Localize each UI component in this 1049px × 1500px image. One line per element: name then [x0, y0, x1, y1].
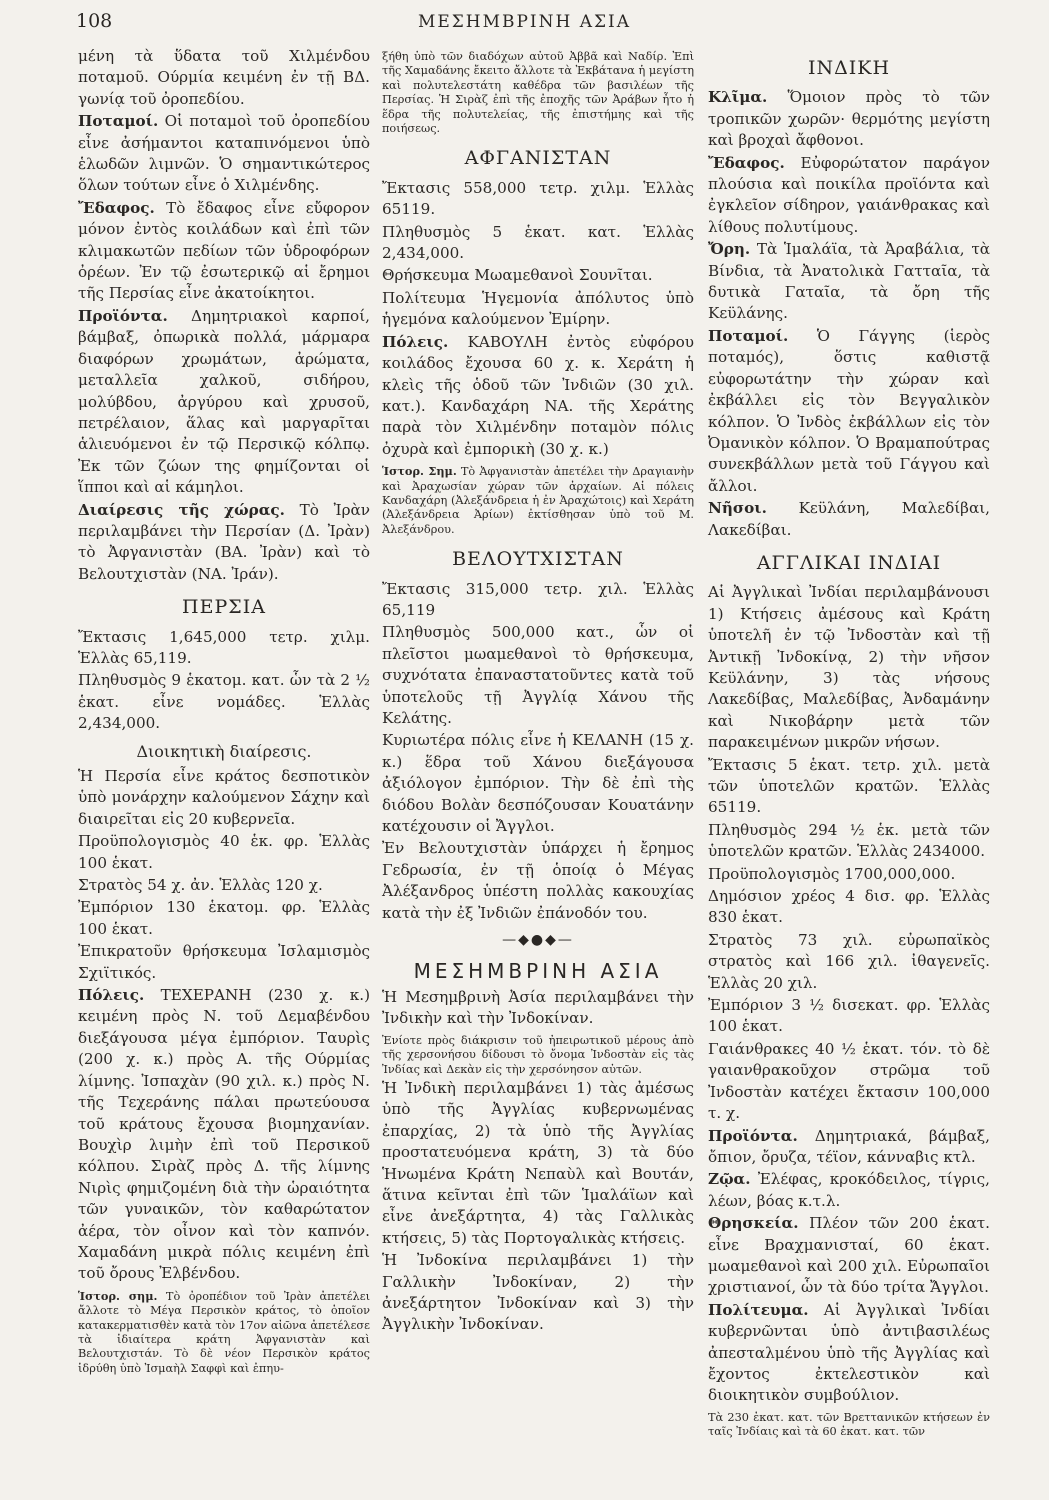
paragraph: Στρατὸς 54 χ. ἀν. Ἑλλὰς 120 χ. [78, 876, 323, 895]
section-heading-baluchistan: ΒΕΛΟΥΤΧΙΣΤΑΝ [452, 548, 624, 571]
paragraph [78, 111, 370, 197]
text: Αἱ Ἀγγλικαὶ Ἰνδίαι κυβερνῶνται ὑπὸ ἀντιβασιλέως ἀπεσταλμένου ὑπὸ τῆς Ἀγγλίας καὶ ἔχοντος ἐκτελεστικὸν καὶ διοικητικὸν συμβούλιον. [708, 1300, 990, 1405]
subheading-admin: Διοικητικὴ διαίρεσις. [136, 741, 312, 761]
text: Πλέον τῶν 200 ἑκατ. εἶνε Βραχμανισταί, 60 ἑκατ. μωαμεθανοὶ καὶ 200 χιλ. Εὐρωπαῖοι χριστιανοί, ὧν τὰ δύο τρίτα Ἄγγλοι. [708, 1214, 990, 1297]
text: Ὅμοιον πρὸς τὸ τῶν τροπικῶν χωρῶν· θερμότης μεγίστη καὶ βροχαὶ ἄφθονοι. [708, 88, 990, 150]
ornament-divider: —◆●◆— [502, 932, 574, 949]
text: Ἐλέφας, κροκόδειλος, τίγρις, λέων, βόας κ.τ.λ. [708, 1170, 990, 1210]
text: Τὸ ὀροπέδιον τοῦ Ἰρὰν ἀπετέλει ἄλλοτε τὸ Μέγα Περσικὸν κράτος, τὸ ὁποῖον κατακερματισθὲν κατὰ τὸν 17ον αἰῶνα ἀπετέλεσε τὰ ἰδιαίτερα κράτη Ἀφγανιστὰν καὶ Βελουτχιστάν. Τὸ δὲ νέον Περσικὸν κράτος ἱδρύθη ὑπὸ Ἰσμαὴλ Σαφφὶ καὶ ἐπηυ- [78, 1289, 370, 1375]
history-note [382, 464, 694, 537]
paragraph: Αἱ Ἀγγλικαὶ Ἰνδίαι περιλαμβάνουσι 1) Κτήσεις ἀμέσους καὶ Κράτη ὑποτελῆ ἐν τῷ Ἰνδοστὰν καὶ τῇ Ἀντικῇ Ἰνδοκίνᾳ, 2) τὴν νῆσον Κεϋλάνην, 3) τὰς νήσους Λακεδίβας, Μαλεδίβας, Ἀνδαμάνην καὶ Νικοβάρην μετὰ τῶν παρακειμένων μικρῶν νήσων. [708, 583, 990, 752]
paragraph [78, 500, 370, 586]
paragraph: Προϋπολογισμὸς 1700,000,000. [708, 864, 956, 883]
keyword: Ποταμοί. [708, 326, 789, 345]
paragraph: Στρατὸς 73 χιλ. εὐρωπαϊκὸς στρατὸς καὶ 166 χιλ. ἰθαγενεῖς. Ἑλλὰς 20 χιλ. [708, 930, 990, 992]
keyword: Κλῖμα. [708, 88, 768, 107]
section-heading-british-india: ΑΓΓΛΙΚΑΙ ΙΝΔΙΑΙ [756, 551, 942, 574]
paragraph [708, 326, 990, 497]
paragraph: μένη τὰ ὕδατα τοῦ Χιλμένδου ποταμοῦ. Ούρμία κειμένη ἐν τῇ ΒΔ. γωνίᾳ τοῦ ὀροπεδίου. [78, 47, 370, 108]
keyword: Ὄρη. [708, 240, 751, 259]
keyword: Θρησκεία. [708, 1214, 799, 1233]
text: Δημητριακοὶ καρποί, βάμβαξ, ὀπωρικὰ πολλά, μάρμαρα διαφόρων χρωμάτων, ἀρώματα, μεταλλεῖα χαλκοῦ, σιδήρου, μολύβδου, ἀργύρου καὶ χρυσοῦ, πετρέλαιον, ἅλας καὶ μαργαρῖται ἁλιευόμενοι ἐν τῷ Περσικῷ κόλπῳ. Ἐκ τῶν ζώων της φημίζονται οἱ ἵπποι καὶ αἱ κάμηλοι. [78, 306, 370, 497]
paragraph [708, 153, 990, 239]
paragraph: Ἡ Ἰνδοκίνα περιλαμβάνει 1) τὴν Γαλλικὴν Ἰνδοκίναν, 2) τὴν ἀνεξάρτητον Ἰνδοκίναν καὶ 3) τὴν Ἀγγλικὴν Ἰνδοκίναν. [382, 1251, 694, 1334]
paragraph: Ἡ Περσία εἶνε κράτος δεσποτικὸν ὑπὸ μονάρχην καλούμενον Σάχην καὶ διαιρεῖται εἰς 20 κυβερνεῖα. [78, 767, 370, 828]
text: Τὰ Ἱμαλάϊα, τὰ Ἀραβάλια, τὰ Βίνδια, τὰ Ἀνατολικὰ Γατταῖα, τὰ δυτικὰ Γαταῖα, τὰ ὄρη τῆς Κεϋλάνης. [708, 240, 990, 323]
keyword: Προϊόντα. [708, 1126, 798, 1145]
keyword: Νῆσοι. [708, 499, 767, 518]
paragraph: Ἐμπόριον 130 ἑκατομ. φρ. Ἑλλὰς 100 ἑκατ. [78, 898, 370, 938]
footnote: Τὰ 230 ἑκατ. κατ. τῶν Βρεττανικῶν κτήσεων ἐν ταῖς Ἰνδίαις καὶ τὰ 60 ἑκατ. κατ. τῶν [708, 1410, 990, 1439]
paragraph [708, 1126, 990, 1169]
section-heading-india: ΙΝΔΙΚΗ [807, 57, 891, 79]
paragraph: Πληθυσμὸς 500,000 κατ., ὧν οἱ πλεῖστοι μωαμεθανοὶ τὸ θρήσκευμα, συχνότατα ἐπαναστατοῦντες κατὰ τοῦ ὑποτελοῦς τῇ Ἀγγλίᾳ Χάνου τῆς Κελάτης. [382, 623, 694, 727]
paragraph: Ἔκτασις 558,000 τετρ. χιλμ. Ἑλλὰς 65119. [382, 178, 694, 219]
text: Τὸ Ἀφγανιστὰν ἀπετέλει τὴν Δραγιανὴν καὶ Ἀραχωσίαν χώραν τῶν ἀρχαίων. Αἱ πόλεις Κανδαχάρη (Ἀλεξάνδρεια ἡ ἐν Ἀραχώτοις) καὶ Χεράτη (Ἀλεξάνδρεια Ἀρίων) ἐκτίσθησαν ὑπὸ τοῦ Μ. Ἀλεξάνδρου. [382, 465, 695, 536]
paragraph [708, 87, 990, 151]
paragraph [708, 498, 990, 541]
column-2 [382, 46, 694, 1337]
paragraph: Γαιάνθρακες 40 ½ ἑκατ. τόν. τὸ δὲ γαιανθρακοῦχον στρῶμα τοῦ Ἰνδοστὰν κατέχει ἔκτασιν 100,000 τ. χ. [708, 1039, 990, 1123]
keyword: Πόλεις. [78, 986, 145, 1005]
section-heading-persia: ΠΕΡΣΙΑ [182, 596, 266, 619]
keyword: Πόλεις. [382, 332, 449, 351]
column-3 [708, 46, 990, 1441]
paragraph: Ἔκτασις 5 ἑκατ. τετρ. χιλ. μετὰ τῶν ὑποτελῶν κρατῶν. Ἑλλὰς 65119. [708, 755, 990, 817]
text: ΚΑΒΟΥΛΗ ἐντὸς εὐφόρου κοιλάδος ἔχουσα 60 χ. κ. Χεράτη ἡ κλεὶς τῆς ὁδοῦ τῶν Ἰνδιῶν (30 χιλ. κατ.). Κανδαχάρη ΝΑ. τῆς Χεράτης παρὰ τὸν Χιλμένδην ποταμὸν πόλις ὀχυρὰ καὶ ἐμπορικὴ (30 χ. κ.) [382, 332, 694, 458]
paragraph: Ἐμπόριον 3 ½ δισεκατ. φρ. Ἑλλὰς 100 ἑκατ. [708, 996, 990, 1036]
paragraph: Ἡ Μεσημβρινὴ Ἀσία περιλαμβάνει τὴν Ἰνδικὴν καὶ τὴν Ἰνδοκίναν. [382, 987, 694, 1028]
text: Τὸ ἔδαφος εἶνε εὔφορον μόνον ἐντὸς κοιλάδων καὶ ἐπὶ τῶν κλιμακωτῶν πεδίων τῶν ὑδροφόρων ὀρέων. Ἐν τῷ ἐσωτερικῷ αἱ ἔρημοι τῆς Περσίας εἶνε ἀκατοίκητοι. [78, 198, 370, 303]
keyword: Ἔδαφος. [78, 198, 155, 217]
history-note-continued: ξήθη ὑπὸ τῶν διαδόχων αὐτοῦ Ἀββᾶ καὶ Ναδίρ. Ἐπὶ τῆς Χαμαδάνης ἔκειτο ἄλλοτε τὰ Ἐκβάτανα ἡ μεγίστη καὶ πολυτελεστάτη καθέδρα τῶν βασιλέων τῆς Περσίας. Ἡ Σιρὰζ ἐπὶ τῆς ἐποχῆς τῶν Ἀράβων ἦτο ἡ ἕδρα τῆς πολυτελείας, τῆς ἐπιστήμης καὶ τῆς ποιήσεως. [382, 50, 694, 136]
text: Εὐφορώτατον παράγον πλούσια καὶ ποικίλα προϊόντα καὶ ἐγκλεῖον σίδηρον, γαιάνθρακας καὶ λίθους πολυτίμους. [708, 153, 990, 236]
keyword: Ποταμοί. [78, 112, 159, 131]
paragraph: Κυριωτέρα πόλις εἶνε ἡ ΚΕΛΑΝΗ (15 χ. κ.) ἕδρα τοῦ Χάνου διεξάγουσα ἀξιόλογον ἐμπόριον. Τὴν δὲ ἐπὶ τὴς διόδου Βολὰν δεσπόζουσαν Κουατάνην κατέχουσιν οἱ Ἄγγλοι. [382, 731, 694, 836]
keyword: Πολίτευμα. [708, 1300, 809, 1319]
paragraph: Θρήσκευμα Μωαμεθανοὶ Σουνῖται. [382, 266, 653, 285]
paragraph: Ἔκτασις 315,000 τετρ. χιλ. Ἑλλὰς 65,119 [382, 579, 694, 619]
note: Ἐνίοτε πρὸς διάκρισιν τοῦ ἠπειρωτικοῦ μέρους ἀπὸ τῆς χερσονήσου δίδουσι τὸ ὄνομα Ἰνδοστὰν εἰς τὰς Ἰνδίας καὶ Δεκὰν εἰς τὴν χερσόνησον αὐτῶν. [382, 1033, 694, 1076]
paragraph [708, 1169, 990, 1212]
paragraph [78, 198, 370, 305]
paragraph: Πολίτευμα Ἡγεμονία ἀπόλυτος ὑπὸ ἡγεμόνα καλούμενον Ἐμίρην. [382, 288, 694, 329]
keyword: Ζῷα. [708, 1170, 751, 1189]
paragraph [708, 1300, 990, 1407]
text: Δημητριακά, βάμβαξ, ὄπιον, ὄρυζα, τέϊον, κάνναβις κτλ. [708, 1126, 990, 1166]
paragraph [708, 239, 990, 325]
paragraph: Ἐπικρατοῦν θρήσκευμα Ἰσλαμισμὸς Σχιϊτικός. [78, 942, 370, 982]
keyword: Διαίρεσις τῆς χώρας. [78, 500, 285, 519]
running-head: ΜΕΣΗΜΒΡΙΝΗ ΑΣΙΑ [417, 12, 632, 32]
history-note [78, 1289, 370, 1376]
paragraph: Πληθυσμὸς 5 ἑκατ. κατ. Ἑλλὰς 2,434,000. [382, 222, 694, 263]
paragraph: Προϋπολογισμὸς 40 ἑκ. φρ. Ἑλλὰς 100 ἑκατ. [78, 832, 370, 872]
section-heading-afghanistan: ΑΦΓΑΝΙΣΤΑΝ [464, 147, 612, 170]
paragraph: Ἡ Ἰνδικὴ περιλαμβάνει 1) τὰς ἀμέσως ὑπὸ τῆς Ἀγγλίας κυβερνωμένας ἐπαρχίας, 2) τὰ ὑπὸ τῆς Ἀγγλίας προστατευόμενα κράτη, 3) τὰ δύο Ἡνωμένα Κράτη Νεπαὺλ καὶ Βουτάν, ἅτινα κεῖνται ἐπὶ τῶν Ἱμαλάϊων καὶ εἶνε ἀνεξάρτητα, 4) τὰς Γαλλικὰς κτήσεις, 5) τὰς Πορτογαλικὰς κτήσεις. [382, 1078, 694, 1247]
section-heading-south-asia: ΜΕΣΗΜΒΡΙΝΗ ΑΣΙΑ [413, 959, 663, 984]
page-number: 108 [76, 10, 113, 32]
text: ΤΕΧΕΡΑΝΗ (230 χ. κ.) κειμένη πρὸς Ν. τοῦ Δεμαβένδου διεξάγουσα μέγα ἐμπόριον. Ταυρὶς (200 χ. κ.) πρὸς Α. τῆς Ούρμίας λίμνης. Ἰσπαχὰν (90 χιλ. κ.) πρὸς Ν. τῆς Τεχεράνης πάλαι πρωτεύουσα τοῦ κράτους ἔχουσα βιομηχανίαν. Βουχὶρ λιμὴν ἐπὶ τοῦ Περσικοῦ κόλπου. Σιρὰζ πρὸς Δ. τῆς λίμνης Νιρὶς φημιζομένη διὰ τὴν ὡραιότητα τῶν γυναικῶν, τὸν καθαρώτατον ἀέρα, τὸν οἶνον καὶ τὸν καπνόν. Χαμαδάνη μικρὰ πόλις κειμένη ἐπὶ τοῦ ὄρους Ἐλβένδου. [78, 986, 370, 1283]
column-1 [78, 46, 370, 1377]
paragraph [382, 332, 694, 460]
paragraph [78, 985, 370, 1285]
keyword: Προϊόντα. [78, 306, 168, 325]
keyword: Ἔδαφος. [708, 153, 785, 172]
paragraph: Πληθυσμὸς 9 ἑκατομ. κατ. ὧν τὰ 2 ½ ἑκατ. εἶνε νομάδες. Ἑλλὰς 2,434,000. [78, 671, 370, 733]
paragraph: Πληθυσμὸς 294 ½ ἑκ. μετὰ τῶν ὑποτελῶν κρατῶν. Ἑλλὰς 2434000. [708, 820, 990, 861]
text: Τὸ Ἰρὰν περιλαμβάνει τὴν Περσίαν (Δ. Ἰρὰν) τὸ Ἀφγανιστὰν (ΒΑ. Ἰρὰν) καὶ τὸ Βελουτχιστὰν (ΝΑ. Ἰράν). [78, 500, 371, 583]
text: Οἱ ποταμοὶ τοῦ ὀροπεδίου εἶνε ἀσήμαντοι καταπινόμενοι ὑπὸ ἑλωδῶν λιμνῶν. Ὁ σημαντικώτερος ὅλων τούτων εἶνε ὁ Χιλμένδης. [78, 112, 370, 195]
keyword: Ἱστορ. σημ. [78, 1288, 158, 1303]
keyword: Ἱστορ. Σημ. [382, 464, 457, 479]
paragraph: Ἐν Βελουτχιστὰν ὑπάρχει ἡ ἔρημος Γεδρωσία, ἐν τῇ ὁποίᾳ ὁ Μέγας Ἀλέξανδρος ὑπέστη πολλὰς κακουχίας κατὰ τὴν ἐξ Ἰνδιῶν ἐπάνοδόν του. [382, 839, 694, 922]
text: Κεϋλάνη, Μαλεδίβαι, Λακεδίβαι. [708, 499, 990, 539]
text: Ὁ Γάγγης (ἱερὸς ποταμός), ὅστις καθιστᾷ εὐφορωτάτην τὴν χώραν καὶ ἐκβάλλει εἰς τὸν Βεγγαλικὸν κόλπον. Ὁ Ἰνδὸς ἐκβάλλων εἰς τὸν Ὀμανικὸν κόλπον. Ὁ Βραμαπούτρας συνεκβάλλων μετὰ τοῦ Γάγγου καὶ ἄλλοι. [708, 326, 990, 495]
paragraph [78, 306, 370, 499]
paragraph: Ἔκτασις 1,645,000 τετρ. χιλμ. Ἑλλὰς 65,119. [78, 627, 370, 667]
paragraph [708, 1213, 990, 1299]
paragraph: Δημόσιον χρέος 4 δισ. φρ. Ἑλλὰς 830 ἑκατ. [708, 887, 990, 927]
